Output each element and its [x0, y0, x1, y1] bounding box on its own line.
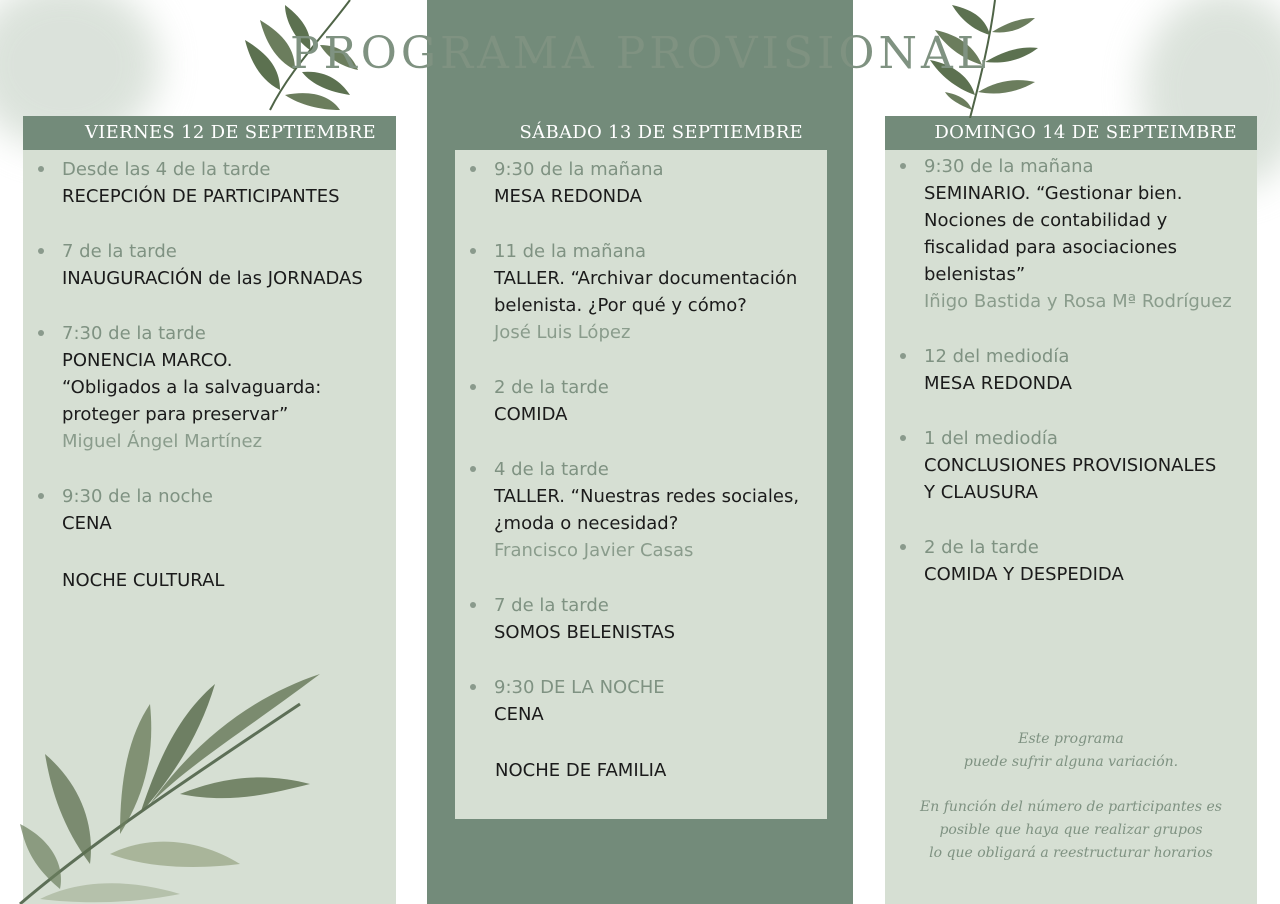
event-time: 2 de la tarde [924, 537, 1039, 558]
event-title-line: Nociones de contabilidad y [924, 210, 1168, 231]
note-line: Este programa [1018, 731, 1124, 747]
event-title: CENA [62, 513, 112, 534]
note-line: lo que obligará a reestructurar horarios [929, 845, 1213, 861]
event-title-line: ¿moda o necesidad? [494, 513, 679, 534]
event-title: COMIDA Y DESPEDIDA [924, 564, 1124, 585]
page-title: PROGRAMA PROVISIONAL [290, 28, 990, 79]
sunday-events [885, 153, 1257, 588]
event-title: TALLER. “Archivar documentación [494, 268, 798, 289]
friday-events [23, 156, 396, 537]
saturday-header: SÁBADO 13 DE SEPTIEMBRE [519, 122, 803, 143]
note-line: puede sufrir alguna variación. [963, 754, 1179, 770]
event-time: 9:30 de la mañana [924, 156, 1094, 177]
event-title-line: fiscalidad para asociaciones [924, 237, 1177, 258]
leaf-branch-icon [0, 664, 330, 904]
note-line: En función del número de participantes es [920, 799, 1222, 815]
bullet-icon [470, 602, 476, 608]
event-time: 2 de la tarde [494, 377, 609, 398]
event-time: 1 del mediodía [924, 428, 1058, 449]
event-item [23, 238, 396, 292]
bullet-icon [470, 248, 476, 254]
event-time: 9:30 de la noche [62, 486, 213, 507]
event-title: MESA REDONDA [494, 186, 642, 207]
friday-column [23, 116, 396, 904]
saturday-extra: NOCHE DE FAMILIA [495, 760, 667, 781]
event-time: 11 de la mañana [494, 241, 647, 262]
event-item [455, 238, 827, 346]
bullet-icon [38, 166, 44, 172]
event-title-line: belenista. ¿Por qué y cómo? [494, 295, 747, 316]
event-item [23, 483, 396, 537]
event-speaker: Miguel Ángel Martínez [62, 431, 263, 452]
friday-header: VIERNES 12 DE SEPTIEMBRE [23, 116, 396, 150]
bullet-icon [900, 435, 906, 441]
event-item [23, 156, 396, 210]
event-item [885, 153, 1257, 315]
event-item [455, 156, 827, 210]
sunday-column [885, 116, 1257, 904]
bullet-icon [900, 163, 906, 169]
event-title: SOMOS BELENISTAS [494, 622, 676, 643]
event-item [885, 425, 1257, 506]
bullet-icon [38, 248, 44, 254]
bullet-icon [38, 330, 44, 336]
event-title: COMIDA [494, 404, 568, 425]
event-title: SEMINARIO. “Gestionar bien. [924, 183, 1183, 204]
event-time: 12 del mediodía [924, 346, 1070, 367]
event-speaker: Iñigo Bastida y Rosa Mª Rodríguez [924, 291, 1232, 312]
program-note [885, 728, 1257, 865]
event-title-line: belenistas” [924, 264, 1026, 285]
event-item [455, 674, 827, 728]
event-time: 7 de la tarde [494, 595, 609, 616]
event-title-line: “Obligados a la salvaguarda: [62, 377, 322, 398]
event-title: CENA [494, 704, 544, 725]
event-item [885, 534, 1257, 588]
event-title-line: proteger para preservar” [62, 404, 289, 425]
saturday-events [455, 156, 827, 728]
bullet-icon [900, 544, 906, 550]
event-title: RECEPCIÓN DE PARTICIPANTES [62, 186, 340, 207]
bullet-icon [900, 353, 906, 359]
event-title-line: Y CLAUSURA [924, 482, 1038, 503]
event-time: 7:30 de la tarde [62, 323, 206, 344]
friday-extra: NOCHE CULTURAL [62, 570, 225, 591]
bullet-icon [470, 166, 476, 172]
event-time: Desde las 4 de la tarde [62, 159, 271, 180]
event-time: 7 de la tarde [62, 241, 177, 262]
sunday-header: DOMINGO 14 DE SEPTEIMBRE [885, 116, 1257, 150]
event-item [23, 320, 396, 455]
event-title: PONENCIA MARCO. [62, 350, 233, 371]
event-speaker: José Luis López [494, 322, 631, 343]
bullet-icon [470, 684, 476, 690]
event-item [455, 374, 827, 428]
event-item [455, 592, 827, 646]
event-time: 4 de la tarde [494, 459, 609, 480]
event-title: CONCLUSIONES PROVISIONALES [924, 455, 1217, 476]
event-item [885, 343, 1257, 397]
event-speaker: Francisco Javier Casas [494, 540, 694, 561]
event-time: 9:30 de la mañana [494, 159, 664, 180]
saturday-column [427, 0, 853, 904]
bullet-icon [38, 493, 44, 499]
bullet-icon [470, 466, 476, 472]
event-item [455, 456, 827, 564]
event-time: 9:30 DE LA NOCHE [494, 677, 665, 698]
note-line: posible que haya que realizar grupos [939, 822, 1203, 838]
event-title: TALLER. “Nuestras redes sociales, [494, 486, 800, 507]
saturday-panel [455, 150, 827, 819]
event-title: MESA REDONDA [924, 373, 1072, 394]
bullet-icon [470, 384, 476, 390]
event-title: INAUGURACIÓN de las JORNADAS [62, 268, 363, 289]
